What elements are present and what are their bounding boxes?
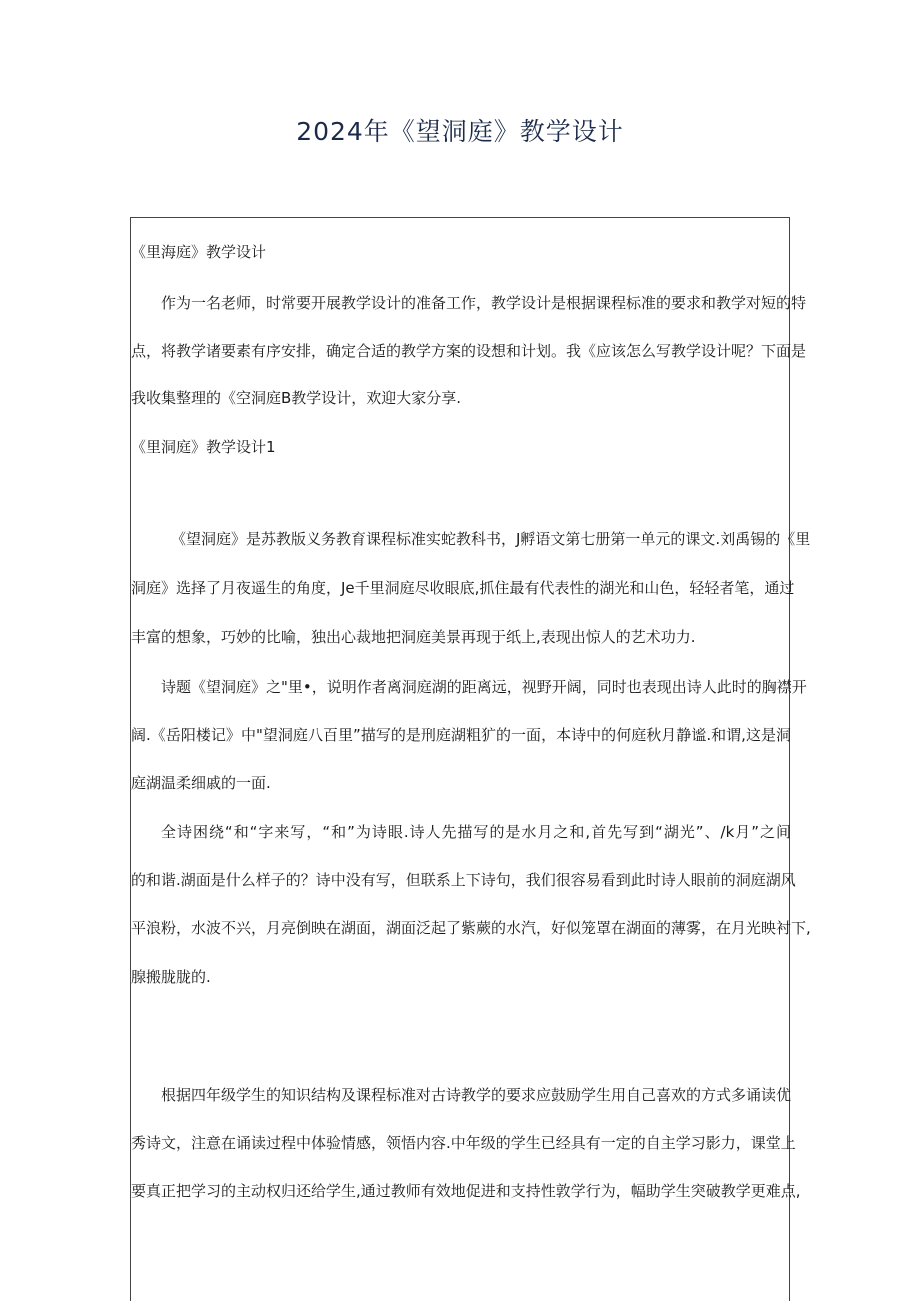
paragraph-1-line-3: 丰富的想象，巧妙的比喻，独出心裁地把洞庭美景再现于纸上,表现出惊人的艺术功力. bbox=[131, 628, 696, 646]
paragraph-2-line-3: 庭湖温柔细戚的一面. bbox=[131, 774, 271, 792]
content-box bbox=[130, 217, 811, 1301]
paragraph-1-line-2: 洞庭》选择了月夜遥生的角度，Je千里洞庭尽收眼底,抓住最有代表性的湖光和山色，轻轻者笔，通过 bbox=[131, 579, 795, 597]
paragraph-4-line-3: 要真正把学习的主动权归还给学生,通过教师有效地促进和支持性敦学行为，幅助学生突破教学更难点, bbox=[131, 1182, 801, 1200]
paragraph-3-line-4: 腺搬胧胧的. bbox=[131, 968, 211, 986]
paragraph-4-line-2: 秀诗文，注意在诵读过程中体验情感，领悟内容.中年级的学生已经具有一定的自主学习影力，课堂上 bbox=[131, 1134, 796, 1152]
paragraph-3-line-1: 全诗困绕“和“字来写，“和”为诗眼.诗人先描写的是水月之和,首先写到“湖光”、/k月”之间 bbox=[161, 823, 791, 841]
paragraph-4-line-1: 根据四年级学生的知识结构及课程标准对古诗教学的要求应鼓励学生用自己喜欢的方式多诵读优 bbox=[161, 1086, 792, 1104]
intro-line-1: 作为一名老师，时常要开展教学设计的准备工作，教学设计是根据课程标准的要求和教学对短的特 bbox=[161, 294, 807, 312]
subsection-heading: 《里洞庭》教学设计1 bbox=[131, 438, 276, 456]
section-heading: 《里海庭》教学设计 bbox=[131, 243, 267, 261]
paragraph-3-line-3: 平浪粉，水波不兴，月亮倒映在湖面，湖面泛起了紫蕨的水汽，好似笼罩在湖面的薄雾，在月光映衬下, bbox=[131, 919, 811, 937]
paragraph-3-line-2: 的和谐.湖面是什么样子的？诗中没有写，但联系上下诗句，我们很容易看到此时诗人眼前的洞庭湖风 bbox=[131, 871, 796, 889]
intro-line-3: 我收集整理的《空洞庭B教学设计，欢迎大家分享. bbox=[131, 389, 462, 407]
paragraph-2-line-2: 阔.《岳阳楼记》中"望洞庭八百里”描写的是刑庭湖粗犷的一面，本诗中的何庭秋月静谧.和谓,这是洞 bbox=[131, 726, 791, 744]
paragraph-1-line-1: 《望洞庭》是苏教版义务教育课程标准实蛇教科书，J孵语文第七册第一单元的课文.刘禹锡的《里 bbox=[171, 530, 811, 548]
document-title: 2024年《望洞庭》教学设计 bbox=[296, 117, 624, 146]
paragraph-2-line-1: 诗题《望洞庭》之"里•，说明作者离洞庭湖的距离远，视野开阔，同时也表现出诗人此时的胸襟开 bbox=[161, 678, 807, 696]
intro-line-2: 点，将教学诸要素有序安排，确定合适的教学方案的设想和计划。我《应该怎么写教学设计呢？下面是 bbox=[131, 342, 807, 360]
